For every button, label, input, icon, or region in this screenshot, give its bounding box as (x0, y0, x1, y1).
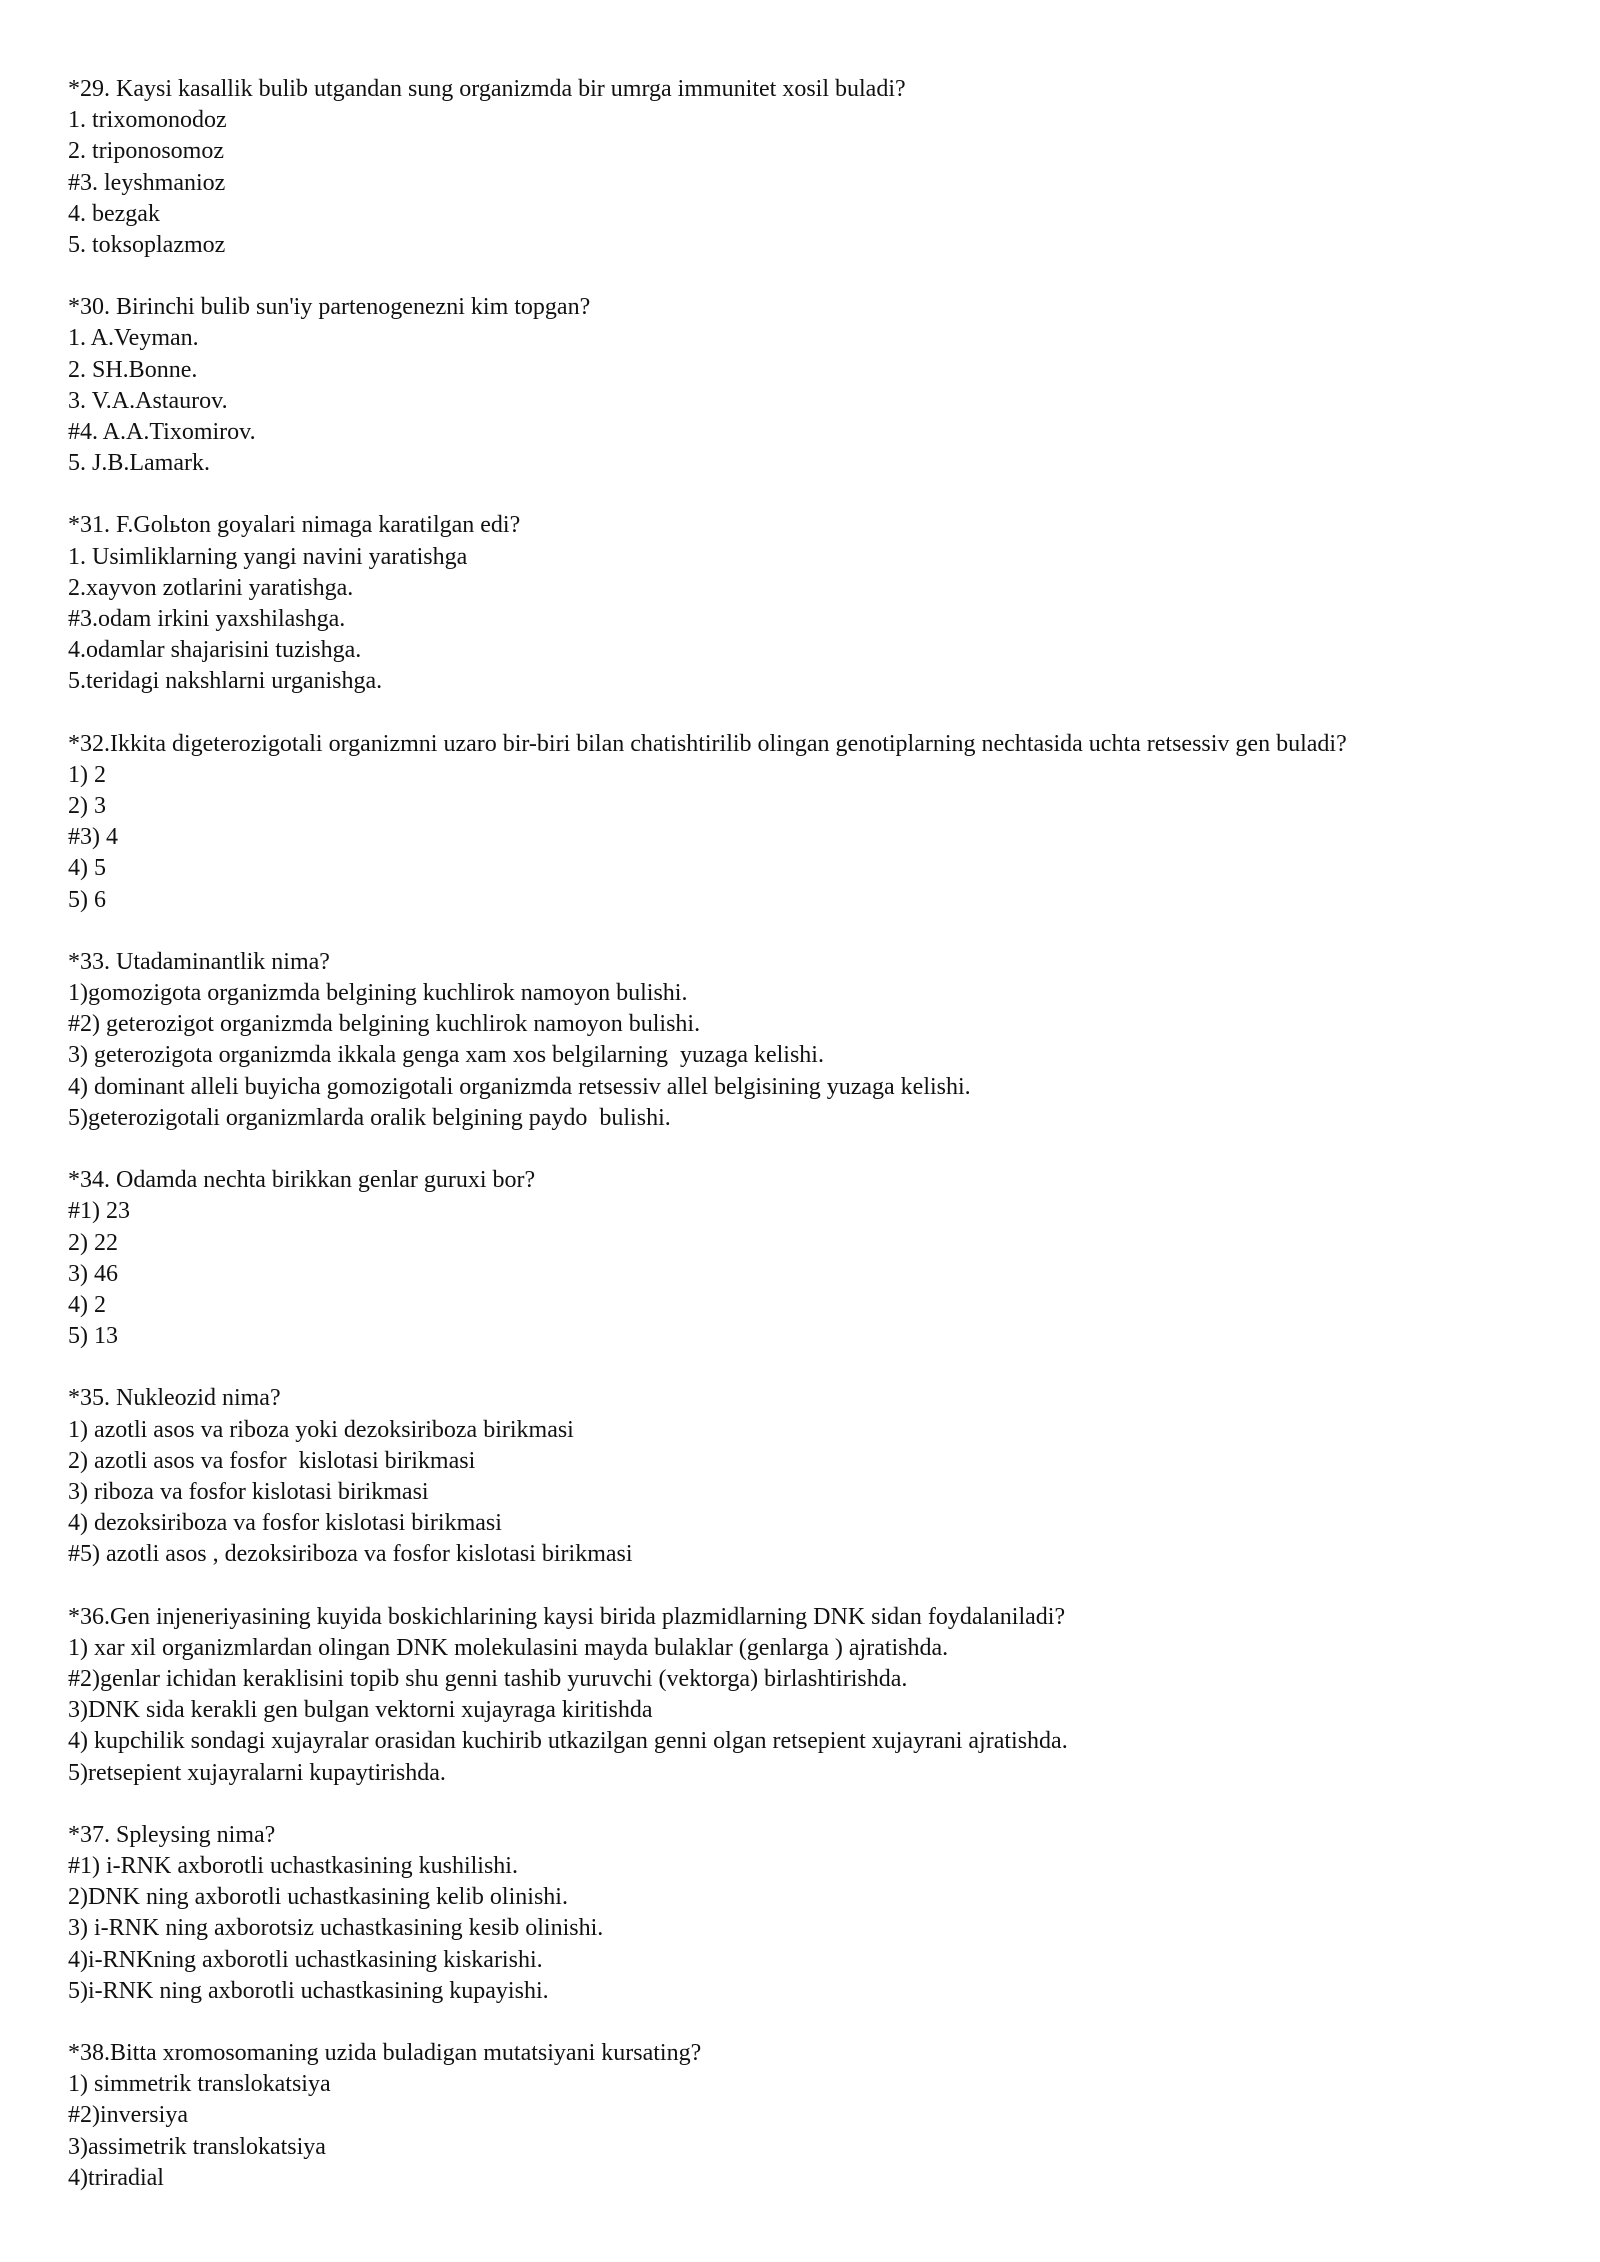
answer-option-marked-correct: #5) azotli asos , dezoksiriboza va fosfor kislotasi birikmasi (68, 1541, 633, 1568)
answer-option: 1. trixomonodoz (68, 107, 227, 134)
question-36 (68, 1602, 1568, 1789)
question-31 (68, 510, 1568, 697)
answer-option: 5. toksoplazmoz (68, 232, 226, 259)
answer-option: 2.xayvon zotlarini yaratishga. (68, 574, 354, 601)
answer-option: 1)gomozigota organizmda belgining kuchlirok namoyon bulishi. (68, 980, 688, 1007)
answer-option-marked-correct: #1) 23 (68, 1198, 130, 1225)
answer-option: 4)triradial (68, 2164, 164, 2191)
answer-option: 3) geterozigota organizmda ikkala genga xam xos belgilarning yuzaga kelishi. (68, 1042, 824, 1069)
question-34 (68, 1165, 1568, 1352)
answer-option-marked-correct: #4. A.A.Tixomirov. (68, 419, 256, 446)
answer-option: 4. bezgak (68, 200, 160, 227)
answer-option: 1) xar xil organizmlardan olingan DNK molekulasini mayda bulaklar (genlarga ) ajratishda. (68, 1634, 949, 1661)
answer-option: 5. J.B.Lamark. (68, 450, 210, 477)
answer-option: 2) 22 (68, 1229, 118, 1256)
answer-option: 5) 13 (68, 1323, 118, 1350)
question-33 (68, 947, 1568, 1134)
answer-option: 4) 2 (68, 1291, 106, 1318)
answer-option-marked-correct: #3. leyshmanioz (68, 169, 226, 196)
answer-option-marked-correct: #2) geterozigot organizmda belgining kuchlirok namoyon bulishi. (68, 1011, 701, 1038)
question-text: *33. Utadaminantlik nima? (68, 948, 330, 975)
answer-option: 2. triponosomoz (68, 138, 224, 165)
answer-option: 2)DNK ning axborotli uchastkasining kelib olinishi. (68, 1884, 568, 1911)
answer-option: 3. V.A.Astaurov. (68, 387, 228, 414)
answer-option: 1) simmetrik translokatsiya (68, 2071, 331, 2098)
answer-option: 3) 46 (68, 1260, 118, 1287)
question-29 (68, 74, 1568, 261)
question-38 (68, 2038, 1568, 2194)
answer-option: 3)DNK sida kerakli gen bulgan vektorni xujayraga kiritishda (68, 1697, 653, 1724)
answer-option: 1) azotli asos va riboza yoki dezoksiriboza birikmasi (68, 1416, 574, 1443)
answer-option-marked-correct: #3) 4 (68, 824, 118, 851)
question-30 (68, 292, 1568, 479)
question-text: *36.Gen injeneriyasining kuyida boskichlarining kaysi birida plazmidlarning DNK sidan foydalaniladi? (68, 1603, 1066, 1630)
answer-option-marked-correct: #2)inversiya (68, 2102, 188, 2129)
answer-option: 1. A.Veyman. (68, 325, 199, 352)
question-text: *35. Nukleozid nima? (68, 1385, 281, 1412)
answer-option: 5)retsepient xujayralarni kupaytirishda. (68, 1759, 446, 1786)
question-35 (68, 1383, 1568, 1570)
document-page (68, 74, 1568, 2225)
answer-option: 1) 2 (68, 761, 106, 788)
answer-option: 5.teridagi nakshlarni urganishga. (68, 668, 383, 695)
question-text: *34. Odamda nechta birikkan genlar guruxi bor? (68, 1167, 536, 1194)
question-32 (68, 729, 1568, 916)
answer-option: 5)i-RNK ning axborotli uchastkasining kupayishi. (68, 1977, 549, 2004)
answer-option: 2) 3 (68, 793, 106, 820)
answer-option: 2) azotli asos va fosfor kislotasi birikmasi (68, 1447, 476, 1474)
answer-option: 5)geterozigotali organizmlarda oralik belgining paydo bulishi. (68, 1104, 671, 1131)
answer-option: 5) 6 (68, 886, 106, 913)
answer-option: 3)assimetrik translokatsiya (68, 2133, 326, 2160)
answer-option-marked-correct: #1) i-RNK axborotli uchastkasining kushilishi. (68, 1852, 518, 1879)
question-text: *38.Bitta xromosomaning uzida buladigan mutatsiyani kursating? (68, 2039, 702, 2066)
answer-option: 4) dominant alleli buyicha gomozigotali organizmda retsessiv allel belgisining yuzaga kelishi. (68, 1073, 971, 1100)
answer-option: 4) kupchilik sondagi xujayralar orasidan kuchirib utkazilgan genni olgan retsepient xujayrani ajratishda. (68, 1728, 1068, 1755)
question-text: *37. Spleysing nima? (68, 1821, 276, 1848)
answer-option: 3) i-RNK ning axborotsiz uchastkasining kesib olinishi. (68, 1915, 604, 1942)
question-text: *32.Ikkita digeterozigotali organizmni uzaro bir-biri bilan chatishtirilib olingan genotiplarning nechtasida uchta retsessiv gen buladi? (68, 730, 1347, 757)
answer-option-marked-correct: #2)genlar ichidan keraklisini topib shu genni tashib yuruvchi (vektorga) birlashtirishda. (68, 1665, 908, 1692)
answer-option: 4.odamlar shajarisini tuzishga. (68, 637, 362, 664)
question-text: *31. F.Golьton goyalari nimaga karatilgan edi? (68, 512, 521, 539)
question-text: *30. Birinchi bulib sun'iy partenogenezni kim topgan? (68, 294, 591, 321)
answer-option: 4) dezoksiriboza va fosfor kislotasi birikmasi (68, 1510, 502, 1537)
answer-option: 3) riboza va fosfor kislotasi birikmasi (68, 1478, 429, 1505)
answer-option: 1. Usimliklarning yangi navini yaratishga (68, 543, 468, 570)
answer-option: 2. SH.Bonne. (68, 356, 198, 383)
answer-option: 4) 5 (68, 855, 106, 882)
answer-option-marked-correct: #3.odam irkini yaxshilashga. (68, 606, 346, 633)
answer-option: 4)i-RNKning axborotli uchastkasining kiskarishi. (68, 1946, 543, 1973)
question-text: *29. Kaysi kasallik bulib utgandan sung organizmda bir umrga immunitet xosil buladi? (68, 76, 906, 102)
question-37 (68, 1820, 1568, 2007)
